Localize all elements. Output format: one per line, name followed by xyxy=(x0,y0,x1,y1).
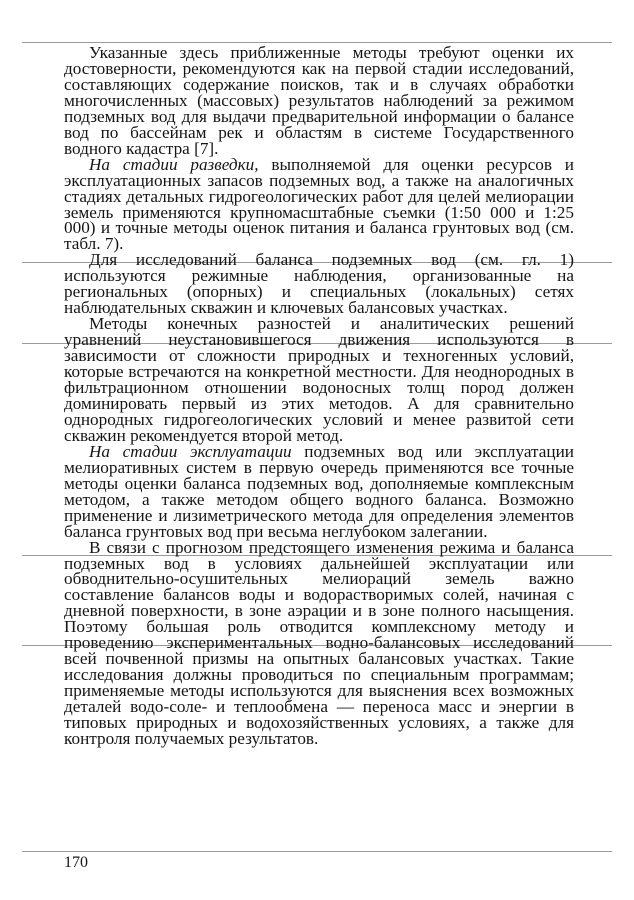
stage-exploitation-heading: На стадии эксплуатации xyxy=(89,441,292,461)
paragraph-1-text: Указанные здесь приближенные методы требуют оценки их достоверности, рекомендуются как на первой стадии исследований, составляющих содержание поисков, так и в случаях обработки многочисленных (массовых) результатов наблюдений за режимом подземных вод для выдачи предварительной информации о балансе вод по бассейнам рек и областям в системе Государственного водного кадастра [7]. xyxy=(64,43,574,158)
paragraph-1 xyxy=(64,45,574,157)
paragraph-4 xyxy=(64,316,574,444)
body-text xyxy=(64,45,574,747)
scan-line xyxy=(22,851,612,852)
paragraph-4-text: Методы конечных разностей и аналитических решений уравнений неустановившегося движения используются в зависимости от сложности природных и техногенных условий, которые встречаются на конкретной местности. Для неоднородных в фильтрационном отношении водоносных толщ пород должен доминировать первый из этих методов. А для сравнительно однородных гидрогеологических условий и менее развитой сети скважин рекомендуется второй метод. xyxy=(64,314,574,445)
paragraph-2 xyxy=(64,154,574,254)
paragraph-5 xyxy=(64,441,574,541)
paragraph-6 xyxy=(64,537,574,748)
paragraph-2-text: выполняемой для оценки ресурсов и эксплуатационных запасов подземных вод, а также на аналогичных стадиях детальных гидрогеологических работ для целей мелиорации земель применяются крупномасштабные съемки (1:50 000 и 1:25 000) и точные методы оценок питания и баланса грунтовых вод (см. табл. 7). xyxy=(64,154,574,254)
paragraph-5-text: подземных вод или эксплуатации мелиоративных систем в первую очередь применяются все точные методы оценки баланса подземных вод, дополняемые комплексным методом, а также методом общего водного баланса. Возможно применение и лизиметрического метода для определения элементов баланса грунтовых вод при весьма неглубоком залегании. xyxy=(64,441,574,541)
paragraph-6-text: В связи с прогнозом предстоящего изменения режима и баланса подземных вод в условиях дальнейшей эксплуатации или обводнительно-осушительных мелиораций земель важно составление балансов воды и водорастворимых солей, начиная с дневной поверхности, в зоне аэрации и в зоне полного насыщения. Поэтому большая роль отводится комплексному методу и проведению экспериментальных водно-балансовых исследований всей почвенной призмы на опытных балансовых участках. Такие исследования должны проводиться по специальным программам; применяемые методы используются для выяснения всех возможных деталей водо-соле- и теплообмена — переноса масс и энергии в типовых природных и водохозяйственных условиях, а также для контроля получаемых результатов. xyxy=(64,537,574,748)
page-number: 170 xyxy=(64,854,88,871)
stage-exploration-heading: На стадии разведки, xyxy=(89,154,259,174)
paragraph-3 xyxy=(64,252,574,316)
paragraph-3-text: Для исследований баланса подземных вод (см. гл. 1) используются режимные наблюдения, организованные на региональных (опорных) и специальных (локальных) сетях наблюдательных скважин и ключевых балансовых участках. xyxy=(64,250,574,318)
